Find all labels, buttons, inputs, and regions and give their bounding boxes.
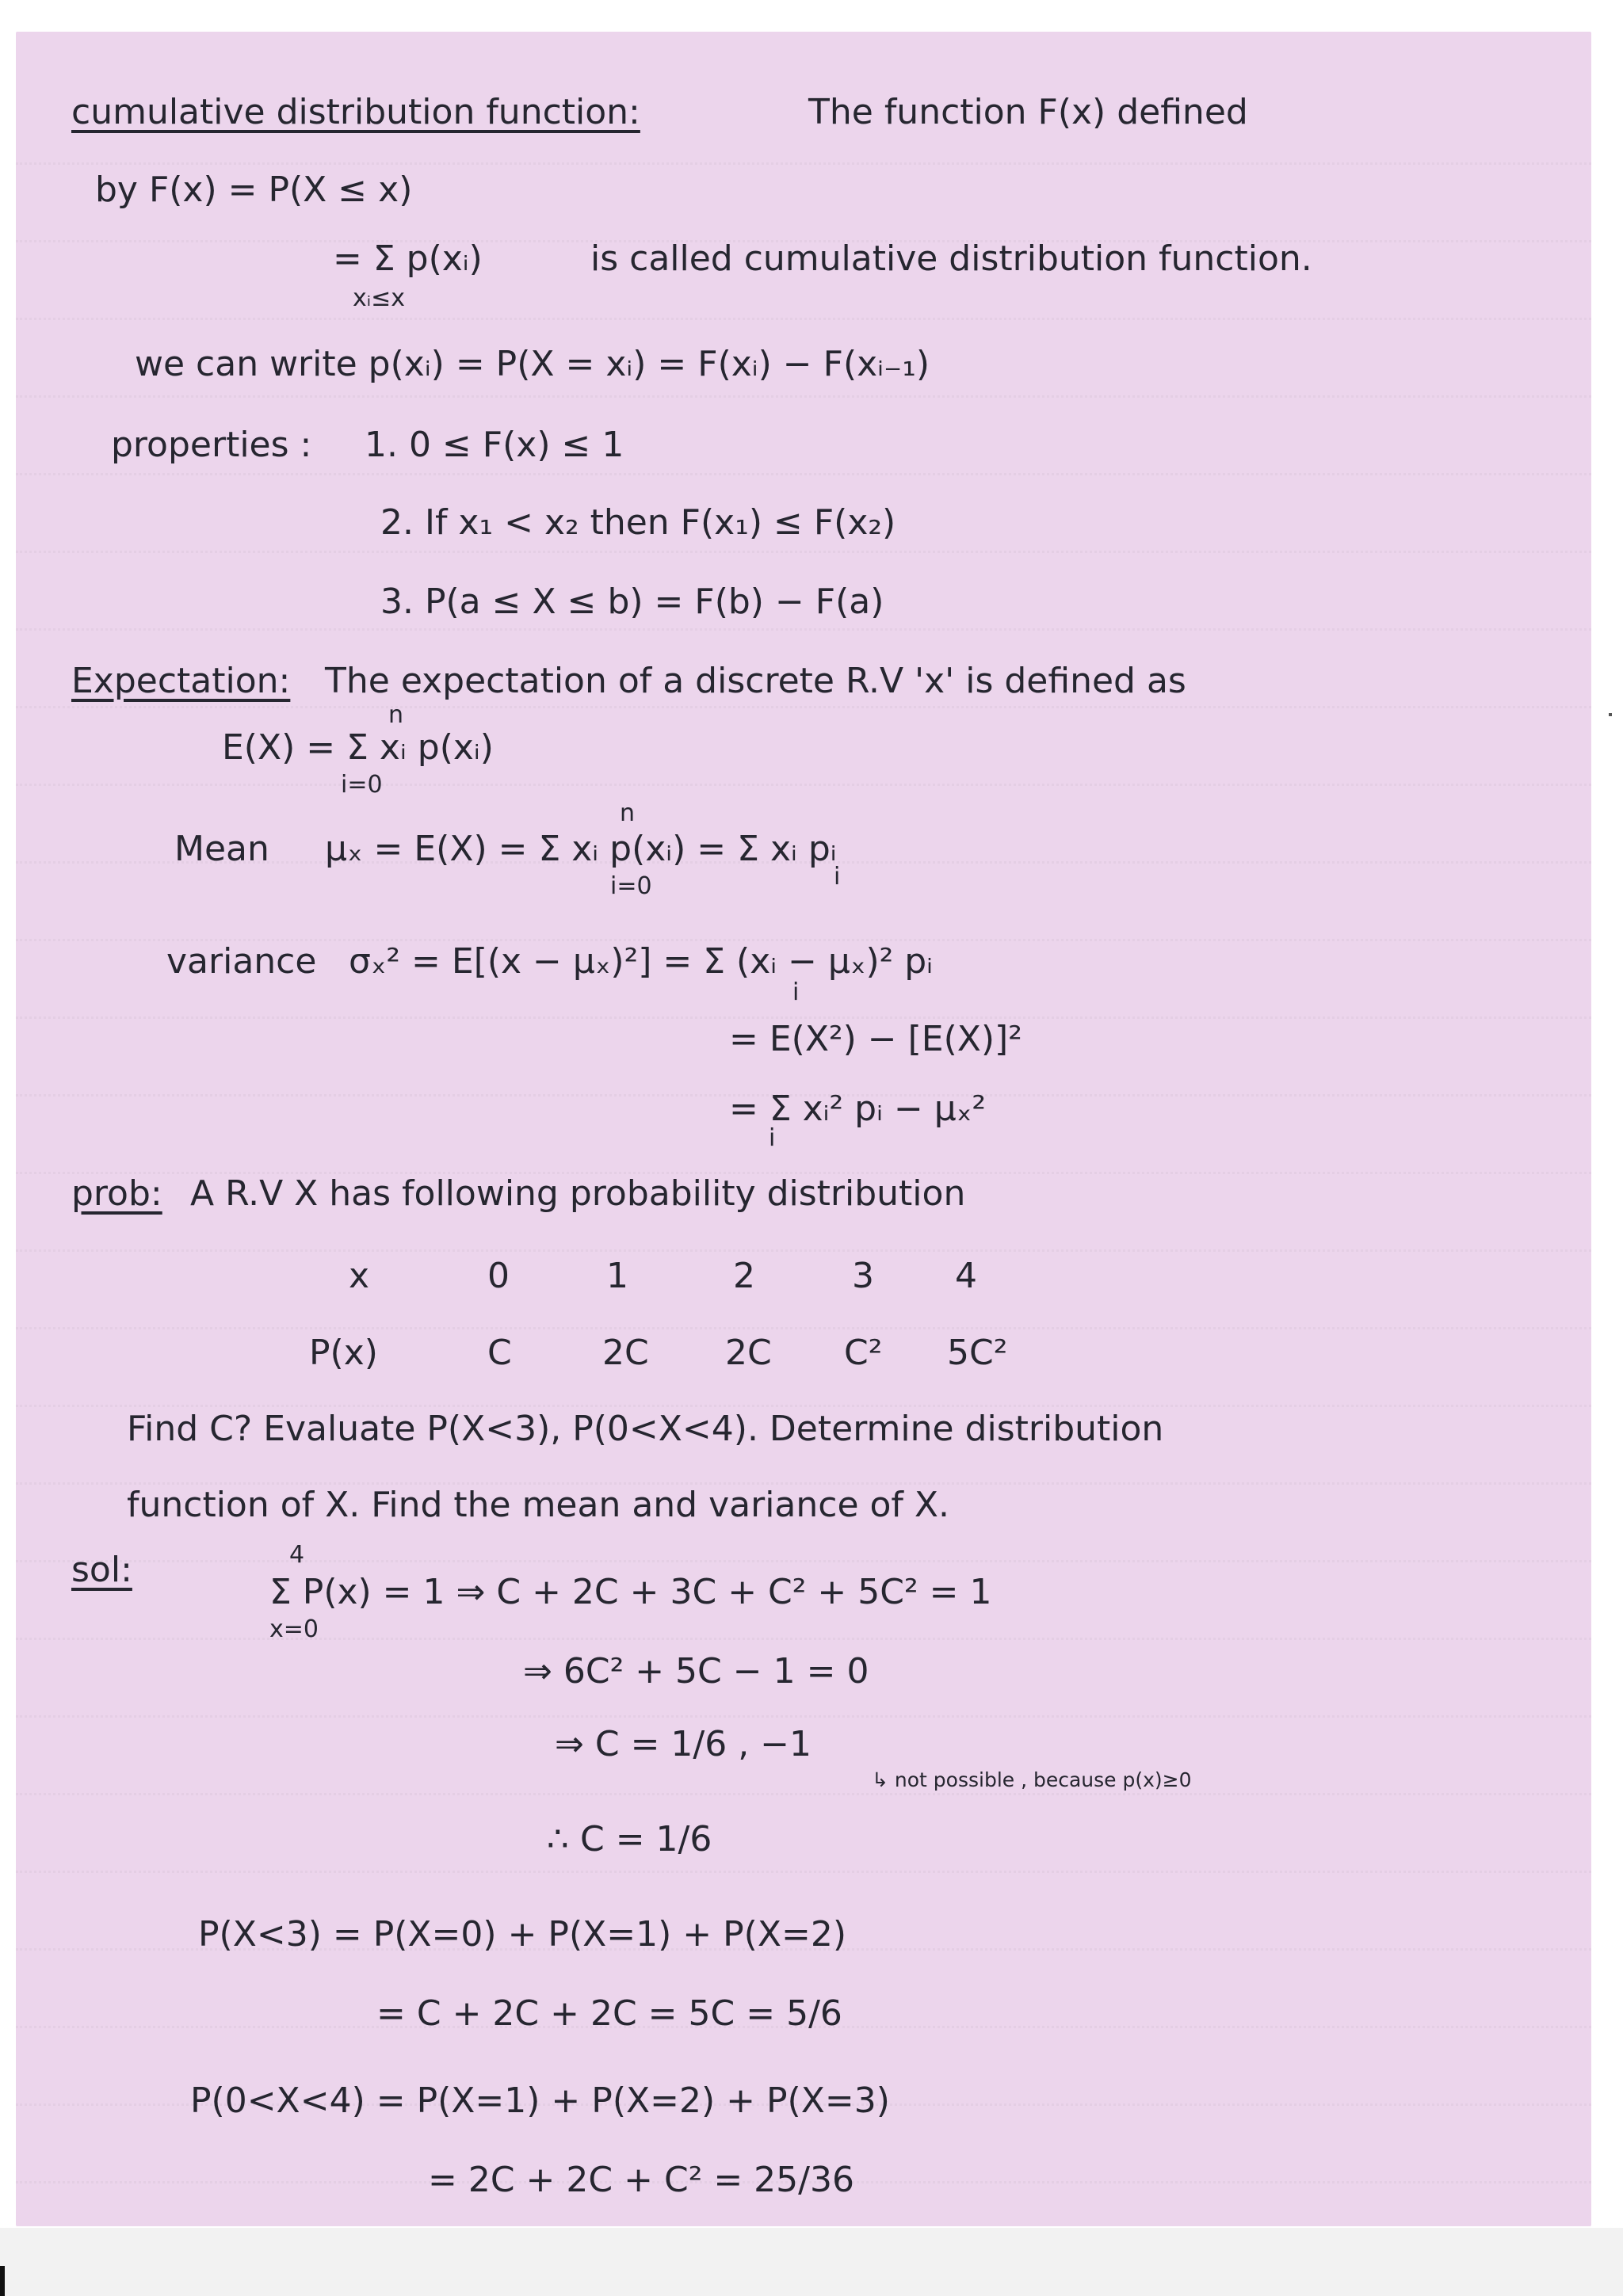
expectation-definition: The expectation of a discrete R.V 'x' is defined as [325,661,1186,701]
mean-label: Mean [174,829,269,869]
cdf-sum-subscript: xᵢ≤x [353,284,406,312]
bleed-line [16,883,1591,941]
table-x-value: 0 [487,1256,510,1296]
solution-p-range-line2: = 2C + 2C + C² = 25/36 [428,2160,854,2200]
variance-label: variance [166,941,317,982]
cdf-write-line: we can write p(xᵢ) = P(X = xᵢ) = F(xᵢ) − F(xᵢ₋₁) [135,344,930,384]
solution-line-2: ⇒ 6C² + 5C − 1 = 0 [523,1651,869,1691]
cdf-property-1: 1. 0 ≤ F(x) ≤ 1 [365,425,624,465]
expectation-sum-top: n [388,701,404,729]
table-x-value: 3 [852,1256,874,1296]
problem-text: A R.V X has following probability distribution [190,1173,966,1214]
cdf-definition-line2: by F(x) = P(X ≤ x) [95,170,413,210]
problem-question-line1: Find C? Evaluate P(X<3), P(0<X<4). Determine distribution [127,1409,1164,1449]
notebook-page [16,32,1591,2226]
table-x-value: 4 [955,1256,977,1296]
bleed-line [16,1815,1591,1873]
scan-edge-mark [0,2266,5,2296]
cdf-sum-expression: = Σ p(xᵢ) [333,238,483,279]
mean-sum-bottom: i=0 [610,872,652,900]
variance-line-3: = Σ xᵢ² pᵢ − μₓ² [729,1089,986,1129]
scan-speck [1609,713,1612,716]
table-p-value: 2C [602,1333,649,1373]
table-p-label: P(x) [309,1333,378,1373]
scan-margin [0,2228,1623,2296]
cdf-properties-label: properties : [111,425,312,465]
solution-sum-bottom: x=0 [269,1615,319,1643]
cdf-property-3: 3. P(a ≤ X ≤ b) = F(b) − F(a) [380,582,884,622]
table-p-value: C² [844,1333,883,1373]
mean-subscript: i [834,863,841,891]
bleed-line [16,1272,1591,1329]
bleed-line [16,1349,1591,1407]
expectation-sum-bottom: i=0 [341,771,383,799]
solution-p-less-than-3-line1: P(X<3) = P(X=0) + P(X=1) + P(X=2) [198,1914,846,1955]
solution-line-3: ⇒ C = 1/6 , −1 [555,1724,812,1764]
cdf-sum-text: is called cumulative distribution function. [590,238,1312,279]
cdf-property-2: 2. If x₁ < x₂ then F(x₁) ≤ F(x₂) [380,502,896,543]
solution-line-4: ∴ C = 1/6 [547,1819,712,1859]
solution-line-1: Σ P(x) = 1 ⇒ C + 2C + 3C + C² + 5C² = 1 [269,1572,992,1612]
variance-subscript-3: i [769,1124,776,1152]
mean-sum-top: n [620,799,636,827]
table-x-label: x [349,1256,370,1296]
solution-p-less-than-3-line2: = C + 2C + 2C = 5C = 5/6 [376,1993,842,2034]
expectation-formula: E(X) = Σ xᵢ p(xᵢ) [222,727,494,768]
solution-sum-top: 4 [289,1541,305,1569]
problem-label: prob: [71,1173,162,1214]
variance-line-1: σₓ² = E[(x − μₓ)²] = Σ (xᵢ − μₓ)² pᵢ [349,941,934,982]
variance-subscript-1: i [792,978,800,1006]
cdf-definition-line1: The function F(x) defined [808,92,1248,132]
solution-p-range-line1: P(0<X<4) = P(X=1) + P(X=2) + P(X=3) [190,2081,890,2121]
table-p-value: 2C [725,1333,772,1373]
table-p-value: 5C² [947,1333,1008,1373]
table-x-value: 2 [733,1256,755,1296]
table-x-value: 1 [606,1256,628,1296]
solution-label: sol: [71,1550,132,1590]
solution-note: ↳ not possible , because p(x)≥0 [872,1768,1192,1791]
table-p-value: C [487,1333,512,1373]
cdf-heading: cumulative distribution function: [71,92,640,132]
mean-formula: μₓ = E(X) = Σ xᵢ p(xᵢ) = Σ xᵢ pᵢ [325,829,837,869]
expectation-heading: Expectation: [71,661,291,701]
variance-line-2: = E(X²) − [E(X)]² [729,1019,1022,1059]
problem-question-line2: function of X. Find the mean and variance of X. [127,1485,950,1525]
